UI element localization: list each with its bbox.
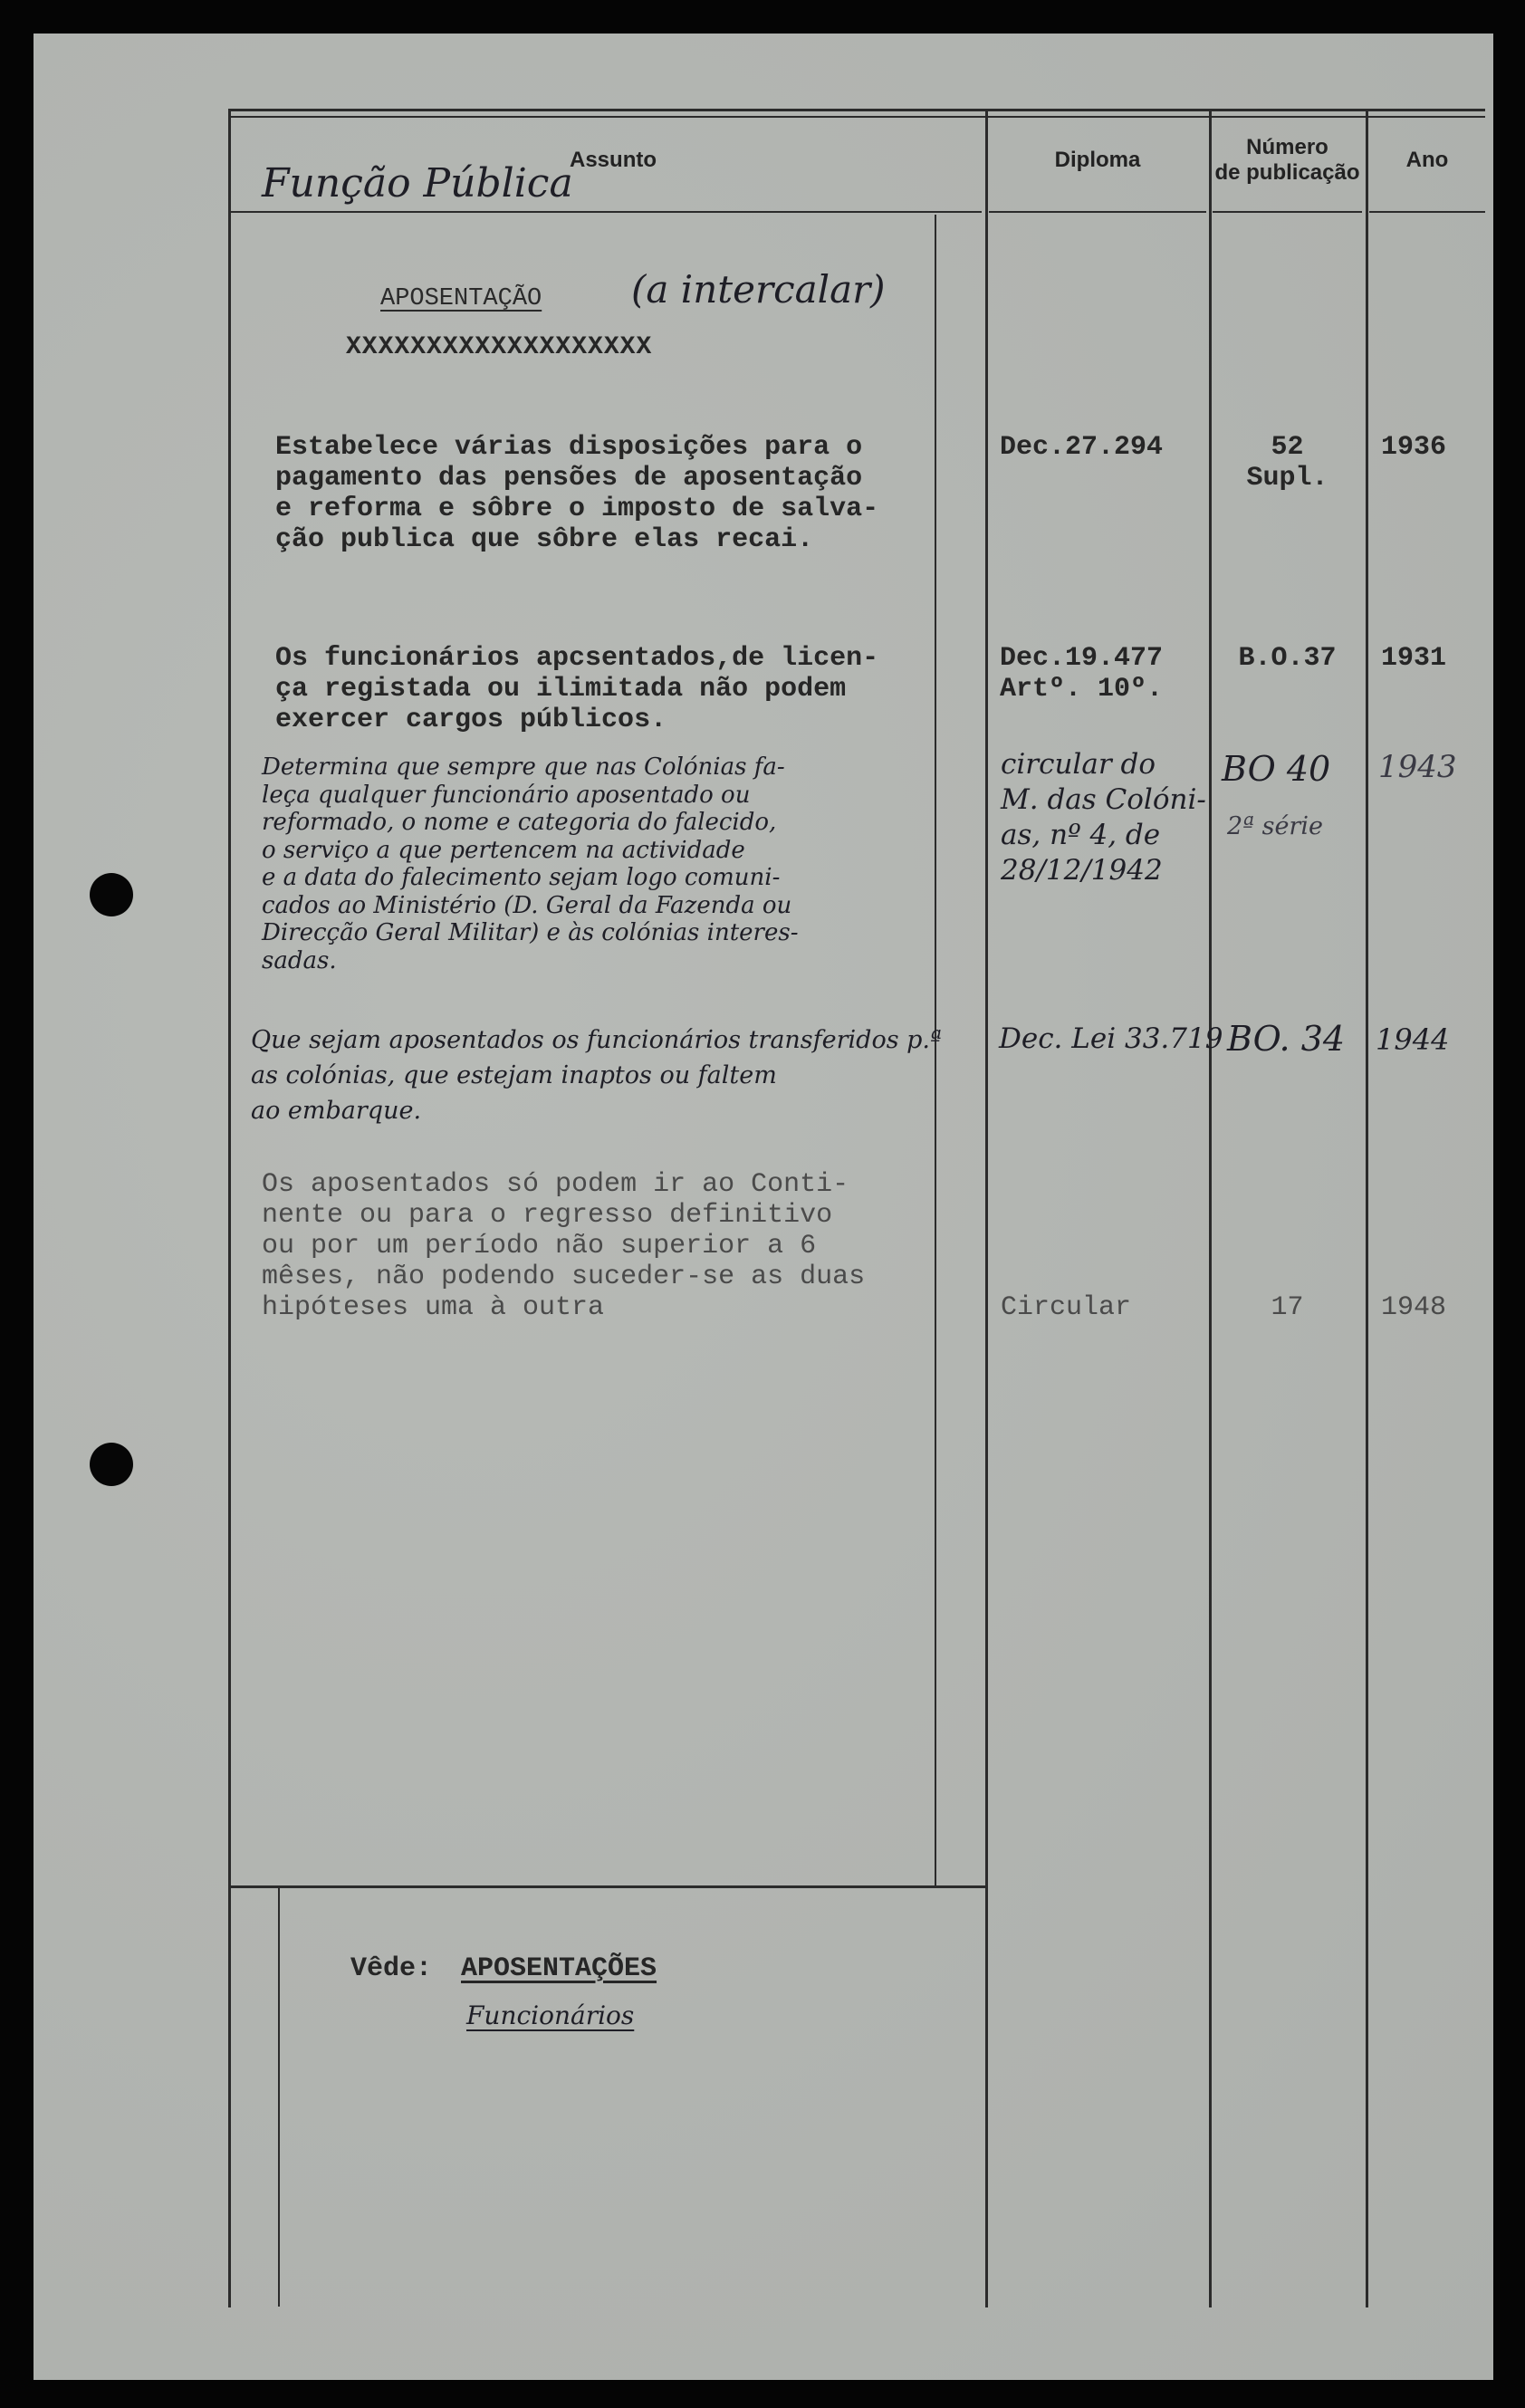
entry-5-assunto: Os aposentados só podem ir ao Conti- nente ou para o regresso definitivo ou por um período não superior a 6 mêses, não podendo suceder-se as duas hipóteses uma à outra [262,1169,866,1323]
punch-hole-bottom [90,1443,133,1486]
column-header-assunto: Assunto [570,148,657,172]
lower-inner-border [278,1888,280,2307]
numero-border [1209,110,1212,2307]
entry-5-numero: 17 [1271,1292,1304,1323]
vede-sub: Funcionários [466,2000,635,2030]
entry-3-numero: BO 40 [1222,749,1331,789]
header-rule-numero [1213,211,1362,213]
column-header-numero [1213,135,1362,186]
vede-label: Vêde: [350,1953,433,1984]
entry-3-ano: 1943 [1378,749,1457,785]
header-rule-assunto [228,211,982,213]
handwritten-title: Função Pública [262,160,573,206]
diploma-border [985,110,988,2307]
entry-1-ano: 1936 [1381,432,1447,463]
ano-border [1366,110,1368,2307]
section-note: (a intercalar) [631,267,886,312]
section-struck-line: XXXXXXXXXXXXXXXXXXX [346,333,653,361]
entry-2-assunto: Os funcionários apcsentados,de licen- ça registada ou ilimitada não podem exercer cargos públicos. [275,643,879,735]
entry-5-diploma: Circular [1001,1292,1132,1323]
entry-5-ano: 1948 [1381,1292,1447,1323]
vede-target: APOSENTAÇÕES [461,1953,657,1984]
column-header-ano: Ano [1405,148,1449,172]
entry-3-diploma: circular do M. das Colóni- as, nº 4, de 28/12/1942 [1001,748,1206,887]
header-rule-diploma [989,211,1206,213]
column-header-diploma: Diploma [1054,148,1141,172]
entry-4-assunto: Que sejam aposentados os funcionários transferidos p.ª as colónias, que estejam inaptos ou faltem ao embarque. [251,1026,942,1125]
entry-4-ano: 1944 [1376,1022,1450,1057]
punch-hole-top [90,873,133,916]
column-header-numero-line2: de publicação [1214,160,1360,185]
entry-2-ano: 1931 [1381,643,1447,674]
lower-section-rule [228,1885,987,1888]
entry-2-numero: B.O.37 [1238,643,1337,674]
column-header-numero-line1: Número [1246,135,1328,159]
index-card [34,34,1493,2380]
top-rule [228,109,1485,111]
top-rule-thin [228,116,1485,118]
entry-1-assunto: Estabelece várias disposições para o pagamento das pensões de aposentação e reforma e sôbre o imposto de salva- ção publica que sôbre elas recai. [275,432,879,555]
header-rule-ano [1369,211,1485,213]
entry-1-numero: 52 Supl. [1246,432,1328,494]
entry-2-diploma: Dec.19.477 Artº. 10º. [1000,643,1164,705]
entry-3-numero-sub: 2ª série [1227,812,1323,840]
entry-1-diploma: Dec.27.294 [1000,432,1164,463]
entry-3-assunto: Determina que sempre que nas Colónias fa- leça qualquer funcionário aposentado ou reformado, o nome e categoria do falecido, o serviço a que pertencem na actividade e a data do falecimento sejam logo comuni- cados ao Ministério (D. Geral da Fazenda ou Direcção Geral Militar) e às colónias interes- sadas. [262,753,799,974]
entry-4-diploma: Dec. Lei 33.719 [999,1022,1223,1055]
entry-4-numero: BO. 34 [1227,1019,1346,1059]
left-border [228,110,231,2307]
section-title: APOSENTAÇÃO [380,285,542,312]
